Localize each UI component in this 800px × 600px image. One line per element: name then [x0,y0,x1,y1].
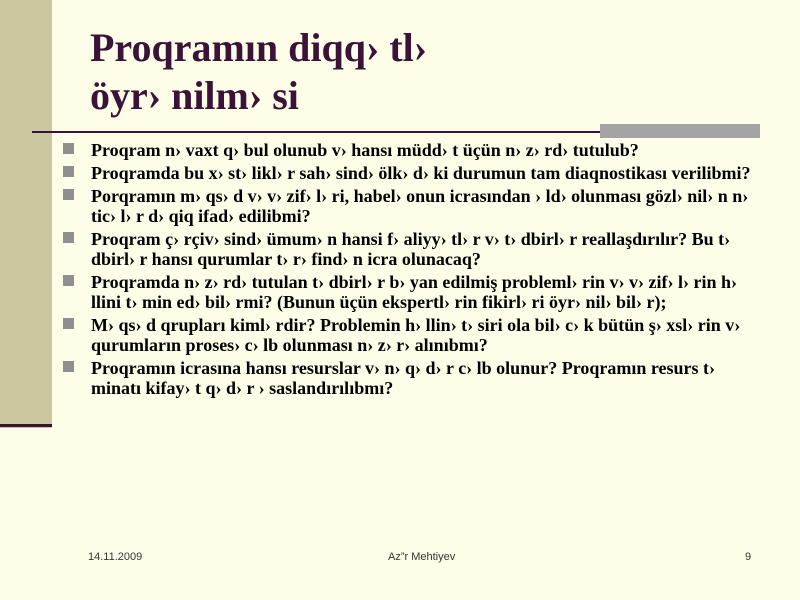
square-bullet-icon [63,275,74,286]
square-bullet-icon [63,361,74,372]
square-bullet-icon [63,143,74,154]
square-bullet-icon [63,166,74,177]
accent-bar [600,124,760,138]
square-bullet-icon [63,189,74,200]
bullet-text: M› qs› d qrupları kiml› rdir? Problemin h› llin› t› siri ola bil› c› k bütün ş› xsl› rin v› qurumların proses› c› lb olunması n› z› r› alınıbmı? [91,315,741,355]
footer-date: 14.11.2009 [88,551,143,563]
bullet-text: Proqramda n› z› rd› tutulan t› dbirl› r b› yan edilmiş probleml› rin v› v› zif› l› rin h› llini t› min ed› bil› rmi? (Bunun üçün ekspertl› rin fikirl› ri öyr› nil› bil› r); [91,272,737,312]
bullet-text: Porqramın m› qs› d v› v› zif› l› ri, habel› onun icrasından › ld› olunması gözl› nil› n n› tic› l› r d› qiq ifad› edilibmi? [91,186,749,226]
square-bullet-icon [63,318,74,329]
bullet-item [60,163,760,183]
footer-page-number: 9 [745,551,752,563]
bullet-item [60,315,760,355]
bullet-item [60,186,760,226]
bullet-text: Proqramda bu x› st› likl› r sah› sind› ölk› d› ki durumun tam diaqnostikası verilibmi? [91,163,751,183]
square-bullet-icon [63,232,74,243]
bullet-list [60,140,760,401]
bullet-item [60,358,760,398]
footer-author: Az”r Mehtiyev [388,551,456,563]
left-bar-underline [0,424,52,427]
bullet-item [60,140,760,160]
left-decorative-bar [0,0,52,428]
slide-title: Proqramın diqq› tl› öyr› nilm› si [90,25,428,118]
bullet-text: Proqramın icrasına hansı resurslar v› n› q› d› r c› lb olunur? Proqramın resurs t› minatı kifay› t q› d› r › saslandırılıbmı? [91,358,716,398]
bullet-item [60,229,760,269]
bullet-text: Proqram n› vaxt q› bul olunub v› hansı müdd› t üçün n› z› rd› tutulub? [91,140,639,160]
bullet-item [60,272,760,312]
bullet-text: Proqram ç› rçiv› sind› ümum› n hansi f› aliyy› tl› r v› t› dbirl› r reallaşdırılır? Bu t› dbirl› r hansı qurumlar t› r› find› n icra olunacaq? [91,229,731,269]
